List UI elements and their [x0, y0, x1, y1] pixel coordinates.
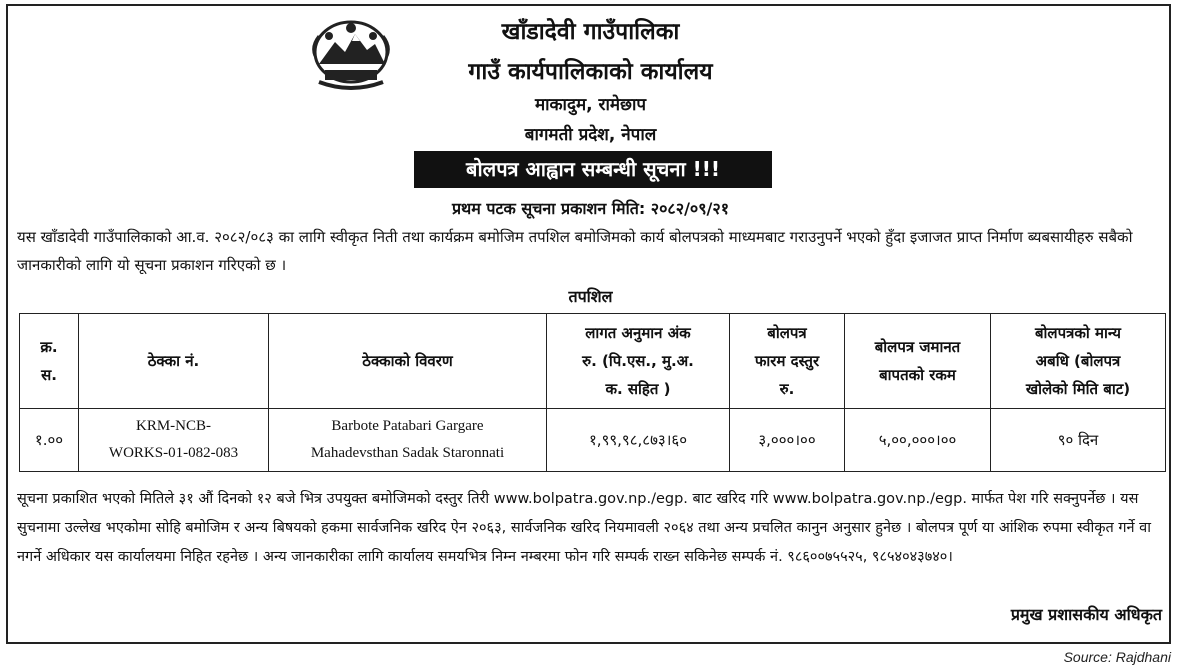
publish-date: प्रथम पटक सूचना प्रकाशन मिति: २०८२/०९/२१ — [451, 199, 730, 218]
header-description: ठेक्काको विवरण — [269, 314, 547, 409]
header-contract-no: ठेक्का नं. — [79, 314, 269, 409]
header-cost: लागत अनुमान अंक रु. (पि.एस., मु.अ. क. सहित ) — [547, 314, 730, 409]
cell-description: Barbote Patabari Gargare Mahadevsthan Sadak Staronnati — [269, 409, 547, 472]
cell-sn: १.०० — [20, 409, 79, 472]
notice-title: बोलपत्र आह्वान सम्बन्धी सूचना !!! — [414, 151, 772, 188]
signature: प्रमुख प्रशासकीय अधिकृत — [1010, 605, 1162, 624]
table-row — [20, 409, 1166, 472]
intro-paragraph: यस खाँडादेवी गाउँपालिकाको आ.व. २०८२/०८३ का लागि स्वीकृत निती तथा कार्यक्रम बमोजिम तपशिल बमोजिमको कार्य बोलपत्रको माध्यमबाट गराउनुपर्ने भएको हुँदा इजाजत प्राप्त निर्माण ब्यबसायीहरु सबैको जानकारीको लागि यो सूचना प्रकाशन गरिएको छ । — [17, 228, 1133, 274]
cell-cost: १,९९,९८,८७३।६० — [547, 409, 730, 472]
municipality-name: खाँडादेवी गाउँपालिका — [501, 19, 680, 45]
province-line: बागमती प्रदेश, नेपाल — [524, 125, 657, 145]
office-name: गाउँ कार्यपालिकाको कार्यालय — [468, 59, 713, 85]
header-fee: बोलपत्र फारम दस्तुर रु. — [730, 314, 845, 409]
header-security: बोलपत्र जमानत बापतको रकम — [845, 314, 991, 409]
source-credit: Source: Rajdhani — [1063, 649, 1171, 665]
table-caption: तपशिल — [568, 287, 613, 306]
cell-validity: ९० दिन — [991, 409, 1166, 472]
header-sn: क्र. स. — [20, 314, 79, 409]
header-validity: बोलपत्रको मान्य अबधि (बोलपत्र खोलेको मिति बाट) — [991, 314, 1166, 409]
cell-contract-no: KRM-NCB- WORKS-01-082-083 — [79, 409, 269, 472]
cell-fee: ३,०००।०० — [730, 409, 845, 472]
cell-security: ५,००,०००।०० — [845, 409, 991, 472]
table-header-row — [20, 314, 1166, 409]
office-address: माकादुम, रामेछाप — [534, 95, 647, 115]
tender-table — [19, 313, 1166, 472]
footer-paragraph: सूचना प्रकाशित भएको मितिले ३१ औं दिनको १२ बजे भित्र उपयुक्त बमोजिमको दस्तुर तिरी www.bolpatra.gov.np./egp. बाट खरिद गरि www.bolpatra.gov.np./egp. मार्फत पेश गरि सक्नुपर्नेछ । यस सुचनामा उल्लेख भएकोमा सोहि बमोजिम र अन्य बिषयको हकमा सार्वजनिक खरिद ऐन २०६३, सार्वजनिक खरिद नियमावली २०६४ तथा अन्य प्रचलित कानुन अनुसार हुनेछ । बोलपत्र पूर्ण या आंशिक रुपमा स्वीकृत गर्ने वा नगर्ने अधिकार यस कार्यालयमा निहित रहनेछ । अन्य जानकारीका लागि कार्यालय समयभित्र निम्न नम्बरमा फोन गरि सम्पर्क राख्न सकिनेछ सम्पर्क नं. ९८६००७५५२५, ९८५४०४३७४०। — [17, 491, 1151, 565]
